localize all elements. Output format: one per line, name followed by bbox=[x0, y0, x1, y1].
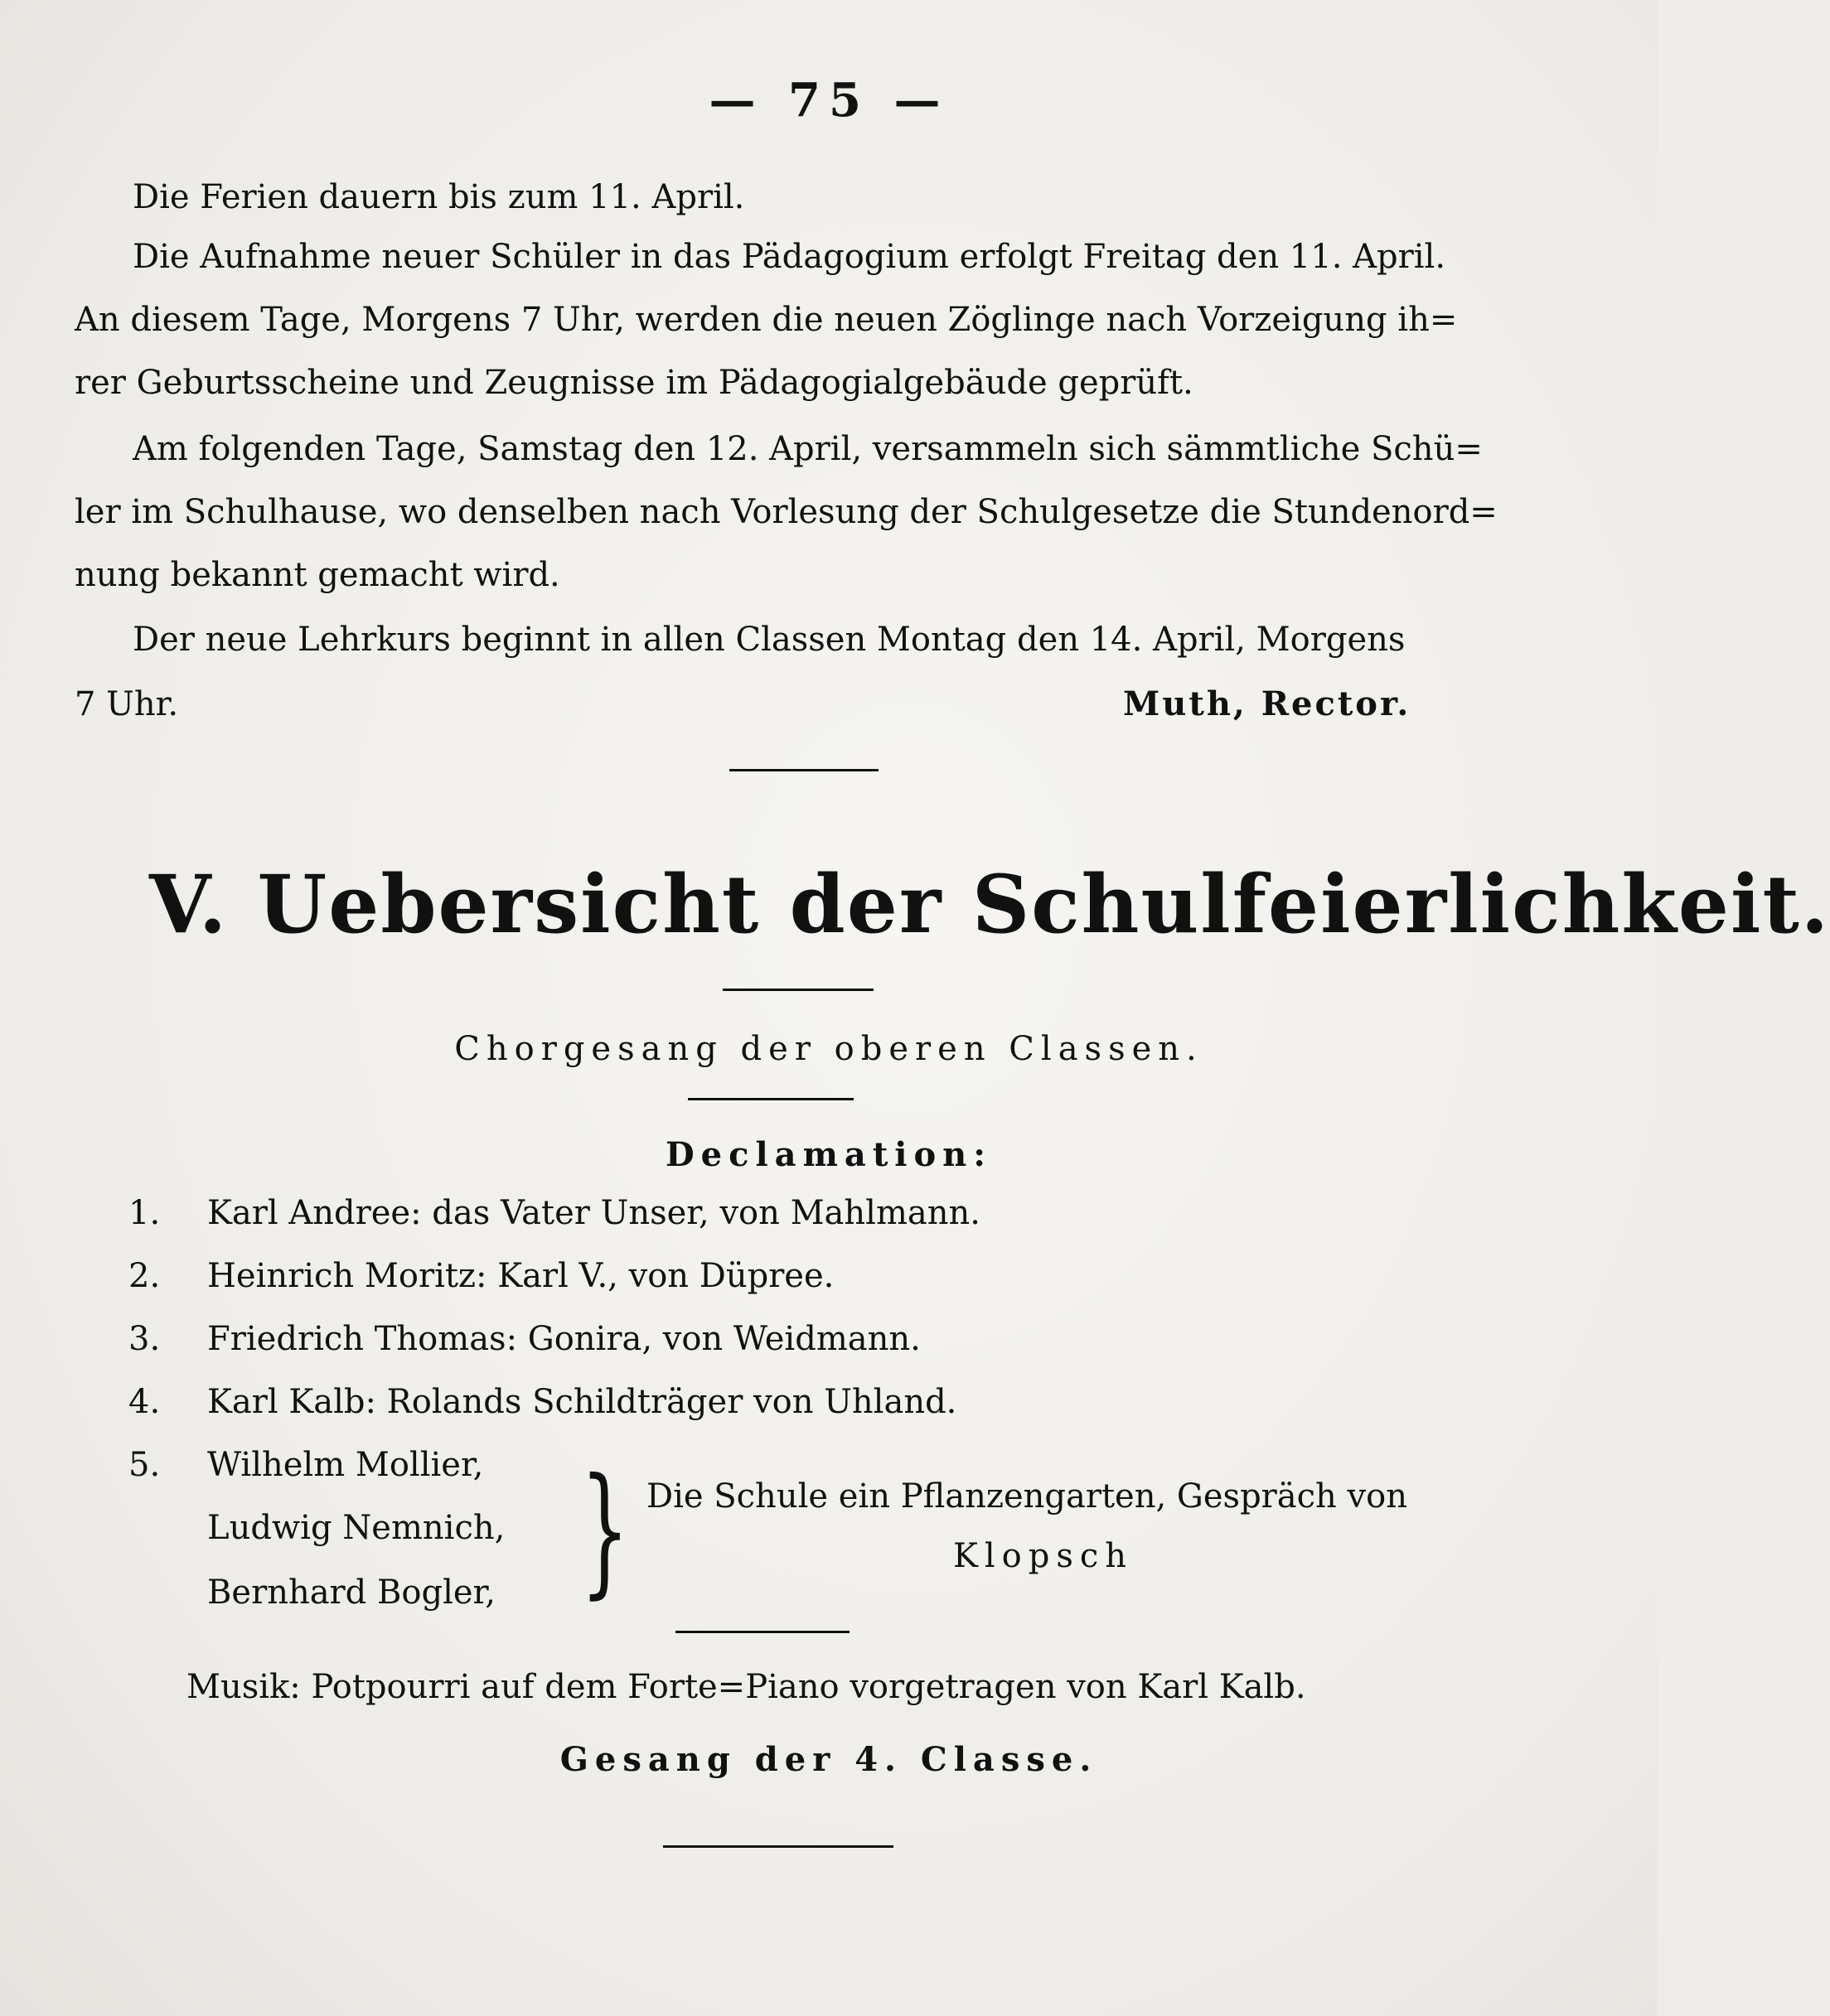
participant-name: Wilhelm Mollier, bbox=[207, 1446, 484, 1484]
divider-rule bbox=[663, 1845, 893, 1848]
list-item bbox=[128, 1192, 980, 1235]
signature: Muth, Rector. bbox=[1123, 684, 1411, 723]
participant-name: Bernhard Bogler, bbox=[207, 1574, 496, 1612]
grouping-brace: } bbox=[580, 1448, 630, 1612]
item-text: Friedrich Thomas: Gonira, von Weidmann. bbox=[207, 1320, 921, 1358]
paragraph-versammlung-line-1: Am folgenden Tage, Samstag den 12. April, versammeln sich sämmtliche Schü= bbox=[133, 430, 1483, 468]
divider-rule bbox=[688, 1098, 854, 1100]
item-number: 2. bbox=[128, 1257, 161, 1295]
item-text: Heinrich Moritz: Karl V., von Düpree. bbox=[207, 1257, 835, 1295]
gesang-heading: Gesang der 4. Classe. bbox=[559, 1740, 1098, 1779]
divider-rule bbox=[675, 1631, 850, 1633]
item-number: 5. bbox=[128, 1446, 161, 1484]
item-number: 4. bbox=[128, 1383, 161, 1421]
item-text: Karl Kalb: Rolands Schildträger von Uhland. bbox=[207, 1383, 957, 1421]
paragraph-versammlung-line-2: ler im Schulhause, wo denselben nach Vorlesung der Schulgesetze die Stundenord= bbox=[75, 493, 1498, 531]
paragraph-aufnahme-line-1: Die Aufnahme neuer Schüler in das Pädagogium erfolgt Freitag den 11. April. bbox=[133, 238, 1446, 276]
page-number: — 75 — bbox=[709, 73, 949, 128]
paragraph-versammlung-line-3: nung bekannt gemacht wird. bbox=[75, 556, 560, 594]
chorgesang-heading: Chorgesang der oberen Classen. bbox=[454, 1030, 1203, 1068]
divider-rule bbox=[723, 989, 874, 991]
item-text: Karl Andree: das Vater Unser, von Mahlmann. bbox=[207, 1194, 980, 1232]
paragraph-ferien: Die Ferien dauern bis zum 11. April. bbox=[133, 178, 745, 216]
declamation-heading: Declamation: bbox=[665, 1135, 993, 1174]
paragraph-lehrkurs-line-1: Der neue Lehrkurs beginnt in allen Classen Montag den 14. April, Morgens bbox=[133, 621, 1406, 659]
dialogue-title-line-2: Klopsch bbox=[953, 1537, 1134, 1575]
list-item bbox=[128, 1380, 956, 1424]
list-item bbox=[128, 1255, 834, 1298]
item-number: 3. bbox=[128, 1320, 161, 1358]
section-heading: V. Uebersicht der Schulfeierlichkeit. bbox=[149, 858, 1830, 951]
paragraph-aufnahme-line-3: rer Geburtsscheine und Zeugnisse im Pädagogialgebäude geprüft. bbox=[75, 364, 1193, 402]
list-item bbox=[128, 1317, 921, 1361]
divider-rule bbox=[729, 769, 879, 771]
paragraph-aufnahme-line-2: An diesem Tage, Morgens 7 Uhr, werden die neuen Zöglinge nach Vorzeigung ih= bbox=[75, 301, 1458, 339]
musik-line: Musik: Potpourri auf dem Forte=Piano vorgetragen von Karl Kalb. bbox=[186, 1668, 1306, 1706]
item-number: 1. bbox=[128, 1194, 161, 1232]
paragraph-lehrkurs-line-2: 7 Uhr. bbox=[75, 685, 179, 723]
dialogue-title-line-1: Die Schule ein Pflanzengarten, Gespräch von bbox=[646, 1477, 1407, 1516]
participant-name: Ludwig Nemnich, bbox=[207, 1509, 506, 1547]
